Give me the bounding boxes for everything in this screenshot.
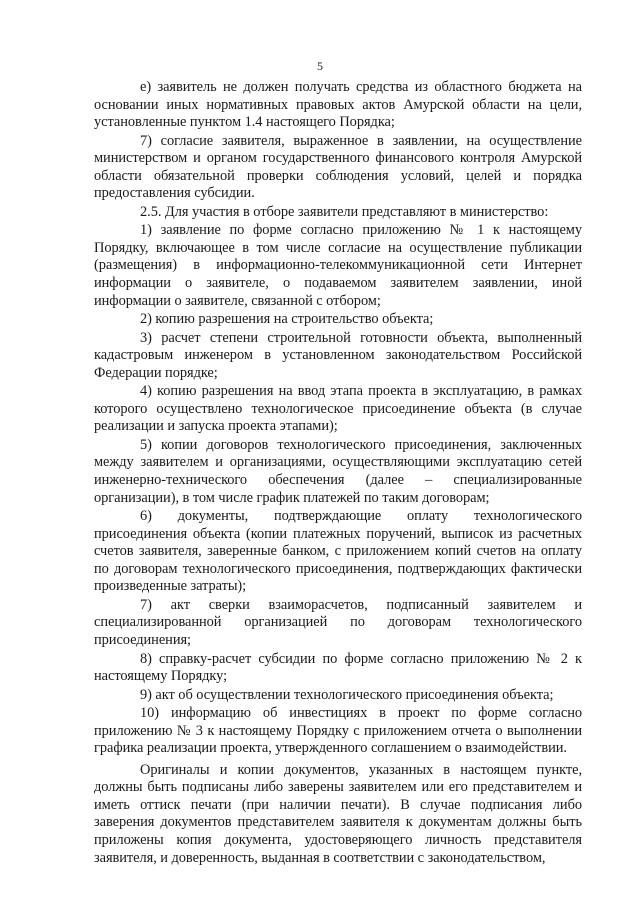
- list-item-6-payment-documents: 6) документы, подтверждающие оплату технологического присоединения объекта (копии платежных поручений, выписок из расчетных счетов заявителя, заверенные банком, с приложением копий счетов на оплату по договорам технологического присоединения, подтверждающих фактически произведенные затраты);: [94, 508, 582, 595]
- list-item-4-commissioning-permit: 4) копию разрешения на ввод этапа проекта в эксплуатацию, в рамках которого осуществлено технологическое присоединение объекта (в случае реализации и запуска проекта этапами);: [94, 383, 582, 435]
- document-body: [94, 79, 582, 868]
- paragraph-originals-and-copies: Оригиналы и копии документов, указанных в настоящем пункте, должны быть подписаны либо заверены заявителем или его представителем и иметь оттиск печати (при наличии печати). В случае подписания либо заверения документов представителем заявителя к документам должны быть приложены копия документа, удостоверяющего личность представителя заявителя, и доверенность, выданная в соответствии с законодательством,: [94, 761, 582, 866]
- list-item-8-subsidy-calculation: 8) справку-расчет субсидии по форме согласно приложению № 2 к настоящему Порядку;: [94, 650, 582, 685]
- paragraph-2-5-documents-intro: 2.5. Для участия в отборе заявители представляют в министерство:: [140, 203, 549, 220]
- paragraph-e-no-other-funding: е) заявитель не должен получать средства из областного бюджета на основании иных нормативных правовых актов Амурской области на цели, установленные пунктом 1.4 настоящего Порядка;: [94, 79, 582, 131]
- paragraph-7-consent-to-audit: 7) согласие заявителя, выраженное в заявлении, на осуществление министерством и органом государственного финансового контроля Амурской области обязательной проверки соблюдения условий, целей и порядка предоставления субсидии.: [94, 132, 582, 202]
- list-item-3-readiness-calculation: 3) расчет степени строительной готовности объекта, выполненный кадастровым инженером в установленном законодательством Российской Федерации порядке;: [94, 329, 582, 381]
- list-item-7-reconciliation-act: 7) акт сверки взаиморасчетов, подписанный заявителем и специализированной организацией по договорам технологического присоединения;: [94, 596, 582, 648]
- page-number: 5: [317, 59, 323, 73]
- list-item-9-connection-act: 9) акт об осуществлении технологического присоединения объекта;: [140, 686, 554, 703]
- list-item-5-connection-contracts: 5) копии договоров технологического присоединения, заключенных между заявителем и организациями, осуществляющими эксплуатацию сетей инженерно-технического обеспечения (далее – специализированные организации), в том числе график платежей по таким договорам;: [94, 436, 582, 506]
- list-item-10-investment-info: 10) информацию об инвестициях в проект по форме согласно приложению № 3 к настоящему Порядку с приложением отчета о выполнении графика реализации проекта, утвержденного соглашением о взаимодействии.: [94, 705, 582, 757]
- list-item-2-construction-permit: 2) копию разрешения на строительство объекта;: [140, 311, 434, 328]
- list-item-1-application: 1) заявление по форме согласно приложению № 1 к настоящему Порядку, включающее в том числе согласие на осуществление публикации (размещения) в информационно-телекоммуникационной сети Интернет информации о заявителе, о подаваемом заявителем заявлении, иной информации о заявителе, связанной с отбором;: [94, 222, 582, 309]
